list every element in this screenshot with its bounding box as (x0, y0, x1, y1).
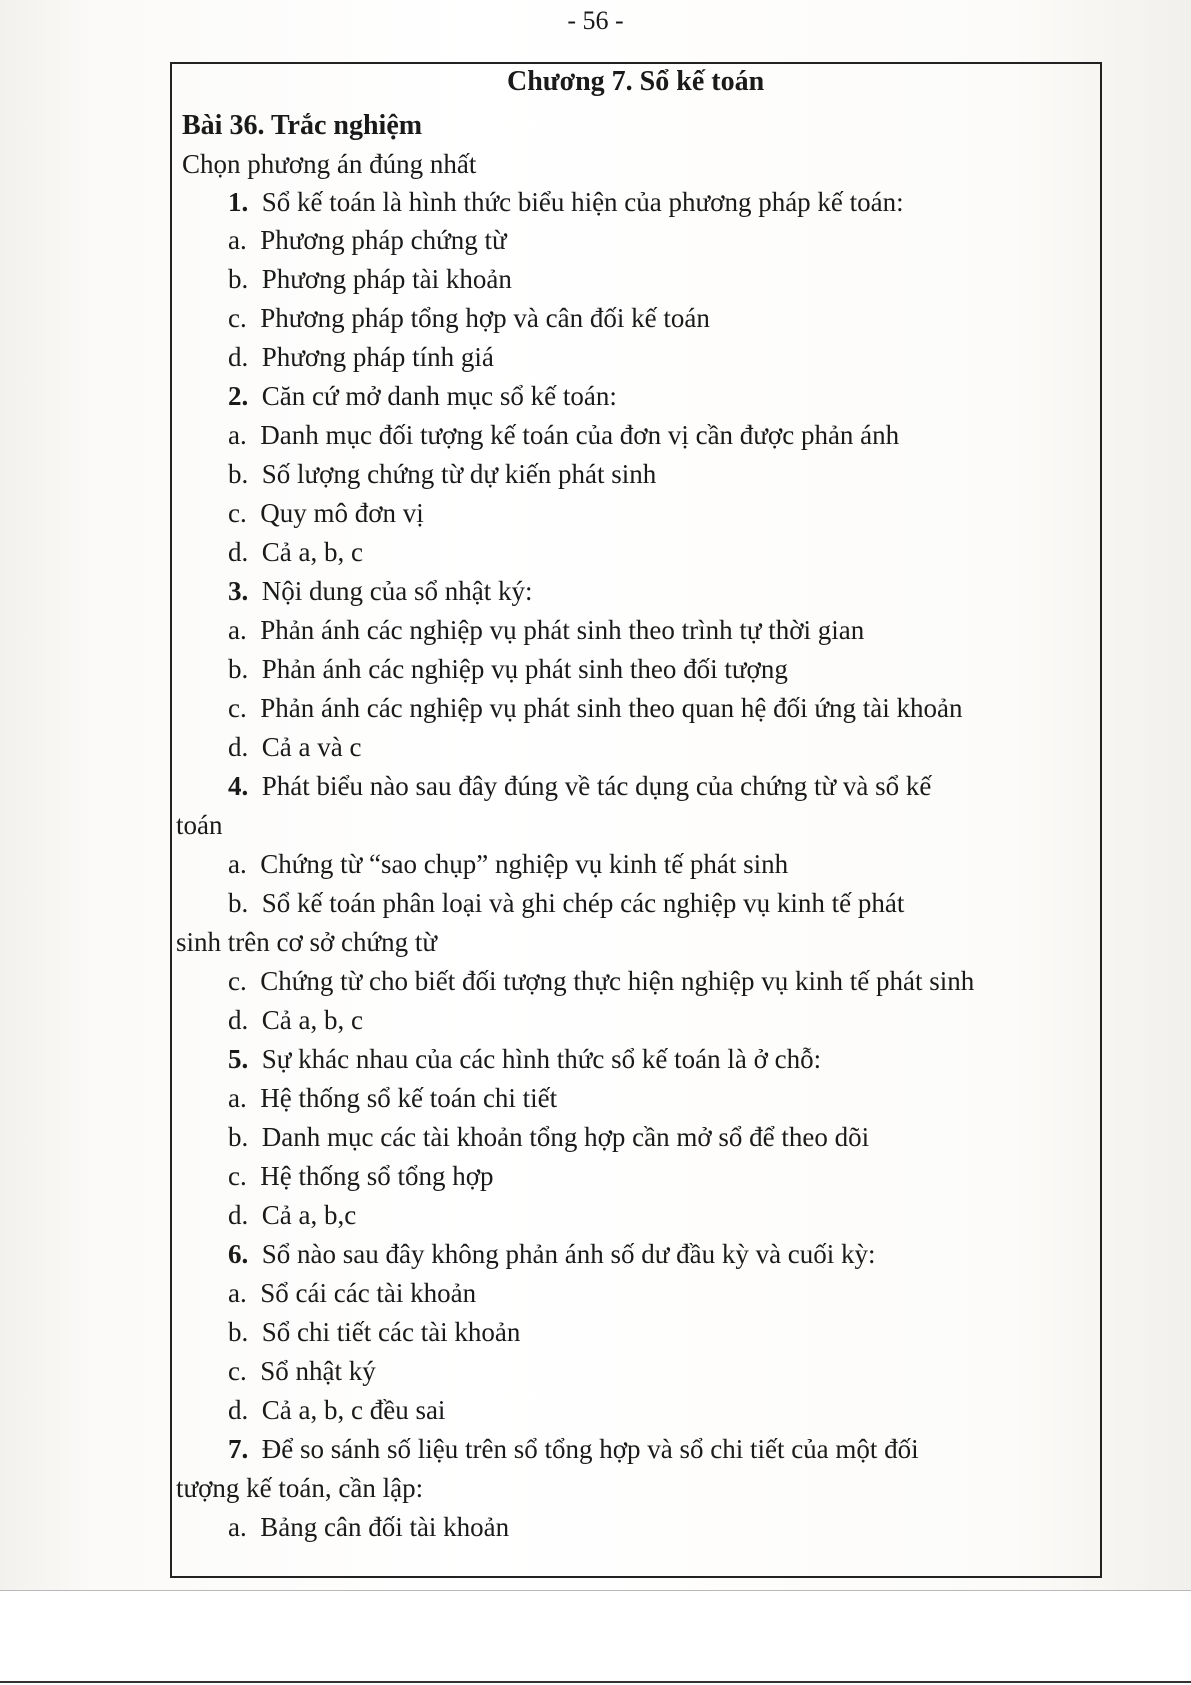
question-4-continuation: toán (176, 810, 223, 840)
option-4b-continuation: sinh trên cơ sở chứng từ (176, 927, 438, 957)
question-text: Nội dung của sổ nhật ký: (261, 576, 533, 606)
question-number: 5. (228, 1044, 249, 1074)
option-6a: a. Sổ cái các tài khoản (228, 1278, 477, 1308)
option-1c: c. Phương pháp tổng hợp và cân đối kế toán (228, 303, 710, 333)
option-4a: a. Chứng từ “sao chụp” nghiệp vụ kinh tế phát sinh (228, 849, 789, 879)
option-3b: b. Phản ánh các nghiệp vụ phát sinh theo đối tượng (228, 654, 788, 684)
option-6d: d. Cả a, b, c đều sai (228, 1395, 446, 1425)
option-2a: a. Danh mục đối tượng kế toán của đơn vị cần được phản ánh (228, 420, 900, 450)
option-6c: c. Sổ nhật ký (228, 1356, 376, 1386)
option-5c: c. Hệ thống sổ tổng hợp (228, 1161, 494, 1191)
instruction: Chọn phương án đúng nhất (182, 149, 477, 179)
question-number: 6. (228, 1239, 249, 1269)
question-2 (228, 380, 617, 412)
option-6b: b. Sổ chi tiết các tài khoản (228, 1317, 521, 1347)
option-3d: d. Cả a và c (228, 732, 362, 762)
question-3 (228, 575, 532, 607)
lesson-title: Bài 36. Trắc nghiệm (182, 110, 423, 141)
chapter-title: Chương 7. Sổ kế toán (507, 66, 765, 97)
question-number: 4. (228, 771, 249, 801)
question-number: 7. (228, 1434, 249, 1464)
question-text: Căn cứ mở danh mục sổ kế toán: (261, 381, 617, 411)
option-4b: b. Sổ kế toán phân loại và ghi chép các nghiệp vụ kinh tế phát (228, 888, 905, 918)
question-number: 1. (228, 187, 249, 217)
option-3a: a. Phản ánh các nghiệp vụ phát sinh theo trình tự thời gian (228, 615, 865, 645)
option-3c: c. Phản ánh các nghiệp vụ phát sinh theo quan hệ đối ứng tài khoản (228, 693, 963, 723)
question-text: Phát biểu nào sau đây đúng về tác dụng của chứng từ và sổ kế (261, 771, 932, 801)
option-5a: a. Hệ thống sổ kế toán chi tiết (228, 1083, 558, 1113)
question-text: Để so sánh số liệu trên sổ tổng hợp và sổ chi tiết của một đối (261, 1434, 919, 1464)
option-4c: c. Chứng từ cho biết đối tượng thực hiện nghiệp vụ kinh tế phát sinh (228, 966, 975, 996)
question-1 (228, 186, 904, 218)
question-text: Sự khác nhau của các hình thức sổ kế toán là ở chỗ: (261, 1044, 822, 1074)
question-7-continuation: tượng kế toán, cần lập: (176, 1473, 424, 1503)
option-1d: d. Phương pháp tính giá (228, 342, 494, 372)
question-text: Sổ kế toán là hình thức biểu hiện của phương pháp kế toán: (261, 187, 904, 217)
question-5 (228, 1043, 821, 1075)
question-6 (228, 1238, 876, 1270)
question-7 (228, 1433, 919, 1465)
option-7a: a. Bảng cân đối tài khoản (228, 1512, 510, 1542)
bottom-rule (0, 1681, 1191, 1683)
option-1b: b. Phương pháp tài khoản (228, 264, 512, 294)
option-2b: b. Số lượng chứng từ dự kiến phát sinh (228, 459, 657, 489)
option-5b: b. Danh mục các tài khoản tổng hợp cần mở sổ để theo dõi (228, 1122, 870, 1152)
page-number: - 56 - (567, 6, 624, 35)
question-number: 2. (228, 381, 249, 411)
question-4 (228, 770, 931, 802)
option-1a: a. Phương pháp chứng từ (228, 225, 507, 255)
scan-edge-line (0, 1590, 1191, 1591)
question-number: 3. (228, 576, 249, 606)
option-4d: d. Cả a, b, c (228, 1005, 363, 1035)
option-5d: d. Cả a, b,c (228, 1200, 357, 1230)
option-2d: d. Cả a, b, c (228, 537, 363, 567)
question-text: Sổ nào sau đây không phản ánh số dư đầu kỳ và cuối kỳ: (261, 1239, 876, 1269)
option-2c: c. Quy mô đơn vị (228, 498, 424, 528)
